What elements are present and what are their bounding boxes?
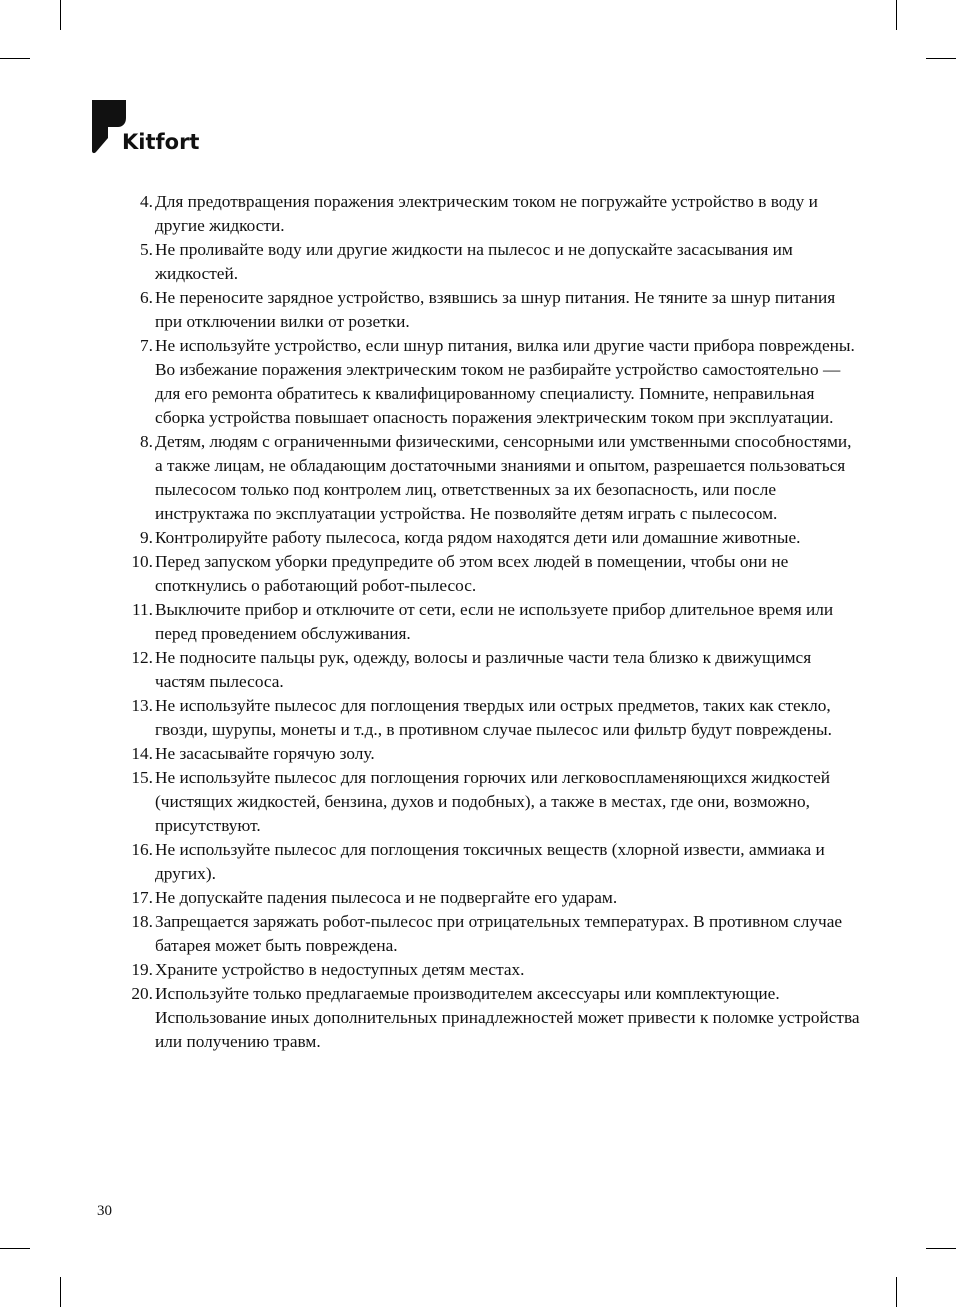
- item-number: 15.: [131, 768, 153, 787]
- item-number: 7.: [140, 336, 153, 355]
- item-number: 11.: [132, 600, 153, 619]
- item-text: Перед запуском уборки предупредите об этом всех людей в помещении, чтобы они не споткнулись о работающий робот-пылесос.: [155, 552, 789, 595]
- item-text: Не подносите пальцы рук, одежду, волосы и различные части тела близко к движущимся частям пылесоса.: [155, 648, 812, 691]
- list-item: [120, 886, 860, 910]
- list-item: [120, 550, 860, 598]
- item-text: Не переносите зарядное устройство, взявшись за шнур питания. Не тяните за шнур питания при отключении вилки от розетки.: [155, 288, 836, 331]
- crop-mark-top-left-v: [60, 0, 61, 30]
- item-text: Не используйте пылесос для поглощения твердых или острых предметов, таких как стекло, гвозди, шурупы, монеты и т.д., в противном случае пылесос или фильтр будут повреждены.: [155, 696, 832, 739]
- page-number: 30: [97, 1203, 112, 1219]
- safety-instructions-list: [120, 190, 860, 1054]
- item-text: Выключите прибор и отключите от сети, если не используете прибор длительное время или перед проведением обслуживания.: [155, 600, 834, 643]
- list-item: [120, 646, 860, 694]
- item-number: 4.: [140, 192, 153, 211]
- item-number: 8.: [140, 432, 153, 451]
- crop-mark-bottom-left-h: [0, 1248, 30, 1249]
- list-item: [120, 766, 860, 838]
- item-number: 12.: [131, 648, 153, 667]
- list-item: [120, 430, 860, 526]
- item-text: Не используйте устройство, если шнур питания, вилка или другие части прибора повреждены. Во избежание поражения электрическим током не разбирайте устройство самостоятельно — для его ремонта обратитесь к квалифицированному специалисту. Помните, неправильная сборка устройства повышает опасность поражения электрическим током при эксплуатации.: [155, 336, 855, 427]
- crop-mark-bottom-right-v: [896, 1277, 897, 1307]
- item-number: 14.: [131, 744, 153, 763]
- crop-mark-top-right-h: [926, 58, 956, 59]
- crop-mark-bottom-left-v: [60, 1277, 61, 1307]
- list-item: [120, 694, 860, 742]
- crop-mark-bottom-right-h: [926, 1248, 956, 1249]
- item-number: 16.: [131, 840, 153, 859]
- item-number: 18.: [131, 912, 153, 931]
- item-number: 6.: [140, 288, 153, 307]
- list-item: [120, 286, 860, 334]
- item-text: Для предотвращения поражения электрическим током не погружайте устройство в воду и другие жидкости.: [155, 192, 818, 235]
- item-number: 19.: [131, 960, 153, 979]
- brand-name: Kitfort: [122, 130, 200, 154]
- item-text: Не используйте пылесос для поглощения горючих или легковоспламеняющихся жидкостей (чистящих жидкостей, бензина, духов и подобных), а также в местах, где они, возможно, присутствуют.: [155, 768, 831, 835]
- list-item: [120, 526, 860, 550]
- list-item: [120, 982, 860, 1054]
- brand-logo: [92, 100, 212, 158]
- crop-mark-top-right-v: [896, 0, 897, 30]
- list-item: [120, 958, 860, 982]
- list-item: [120, 742, 860, 766]
- item-text: Детям, людям с ограниченными физическими, сенсорными или умственными способностями, а также лицам, не обладающим достаточными знаниями и опытом, разрешается пользоваться пылесосом только под контролем лиц, ответственных за их безопасность, или после инструктажа по эксплуатации устройства. Не позволяйте детям играть с пылесосом.: [155, 432, 852, 523]
- list-item: [120, 838, 860, 886]
- item-text: Запрещается заряжать робот-пылесос при отрицательных температурах. В противном случае батарея может быть повреждена.: [155, 912, 843, 955]
- item-text: Храните устройство в недоступных детям местах.: [155, 960, 525, 979]
- item-number: 10.: [131, 552, 153, 571]
- list-item: [120, 910, 860, 958]
- list-item: [120, 190, 860, 238]
- item-text: Контролируйте работу пылесоса, когда рядом находятся дети или домашние животные.: [155, 528, 801, 547]
- list-item: [120, 238, 860, 286]
- item-text: Не допускайте падения пылесоса и не подвергайте его ударам.: [155, 888, 618, 907]
- item-text: Используйте только предлагаемые производителем аксессуары или комплектующие. Использование иных дополнительных принадлежностей может привести к поломке устройства или получению травм.: [155, 984, 860, 1051]
- list-item: [120, 334, 860, 430]
- crop-mark-top-left-h: [0, 58, 30, 59]
- item-number: 13.: [131, 696, 153, 715]
- item-text: Не проливайте воду или другие жидкости на пылесос и не допускайте засасывания им жидкостей.: [155, 240, 793, 283]
- item-number: 5.: [140, 240, 153, 259]
- item-number: 20.: [131, 984, 153, 1003]
- item-number: 9.: [140, 528, 153, 547]
- item-text: Не используйте пылесос для поглощения токсичных веществ (хлорной извести, аммиака и других).: [155, 840, 825, 883]
- list-item: [120, 598, 860, 646]
- item-text: Не засасывайте горячую золу.: [155, 744, 375, 763]
- item-number: 17.: [131, 888, 153, 907]
